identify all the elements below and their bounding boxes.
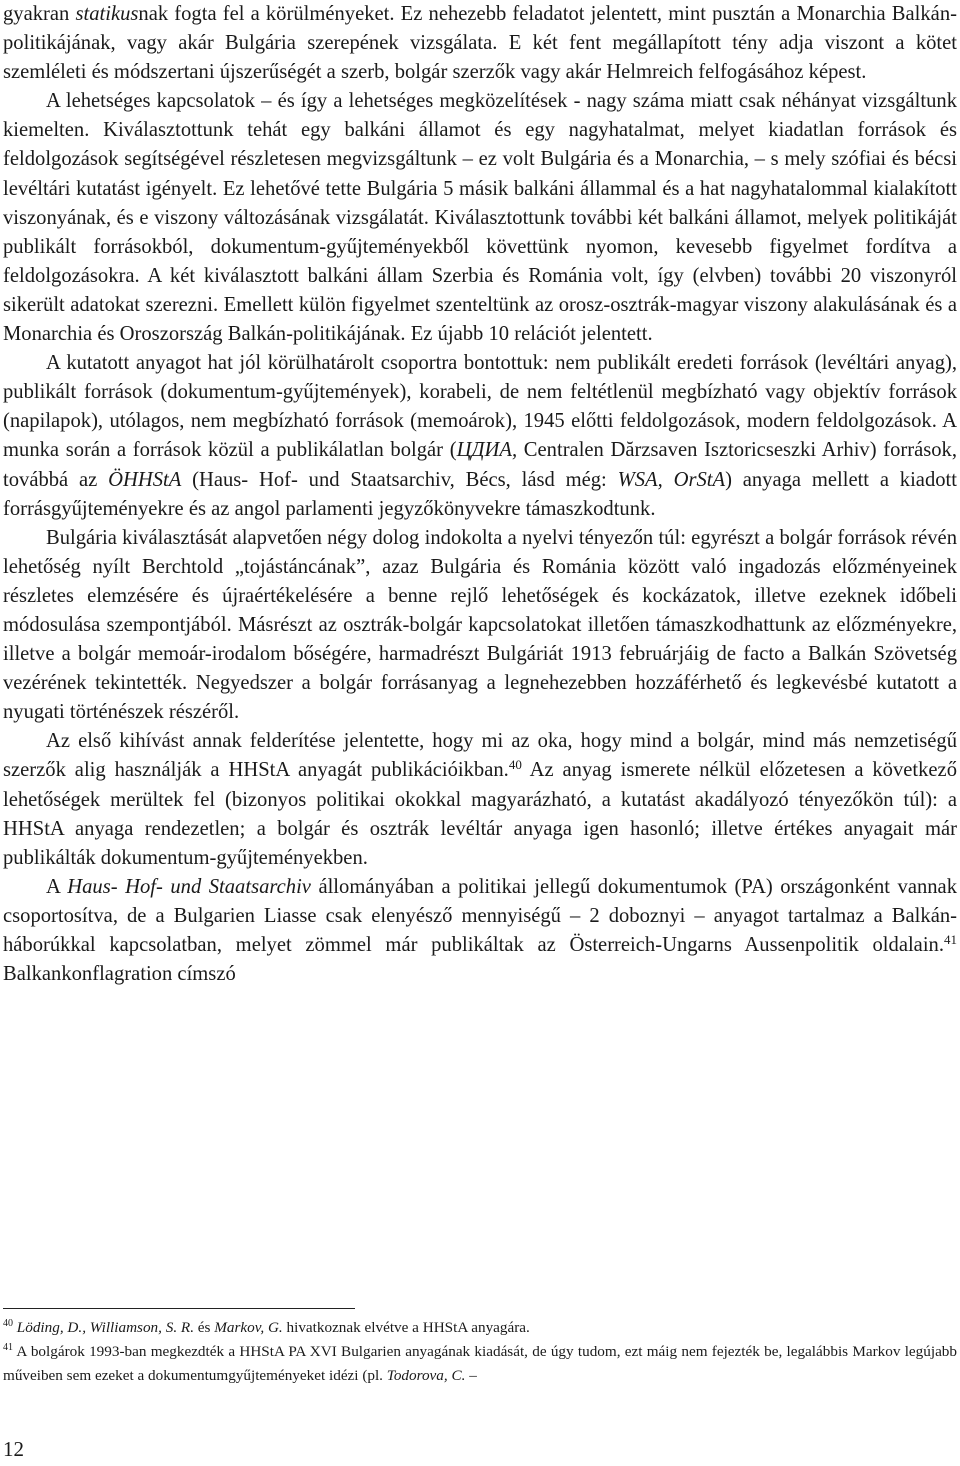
footnote-separator [3, 1308, 355, 1309]
text-run: és [194, 1319, 215, 1336]
body-text [3, 0, 957, 989]
text-run: Centralen Dărzsaven Isztoricseszki Arhiv) források, továbbá az [3, 439, 957, 491]
footnote-authors: Löding, D., Williamson, S. R. [16, 1319, 194, 1336]
text-run: A lehetséges kapcsolatok – és így a lehetséges megközelítések - nagy száma miatt csak néhányat vizsgáltunk kiemelten. Kiválasztottunk tehát egy balkáni államot és egy nagyhatalmat, melyet kiadatlan források és feldolgozások segítségével részletesen megvizsgáltunk – ez volt Bulgária és a Monarchia, – s mely szófiai és bécsi levéltári kutatást igényelt. Ez lehetővé tette Bulgária 5 másik balkáni állammal és a hat nagyhatalommal kialakított viszonyának, és e viszony változásának vizsgálatát. Kiválasztottunk további két balkáni államot, melyek politikáját publikált forrásokból, dokumentum-gyűjteményekből követtünk nyomon, kevesebb figyelmet fordítva a feldolgozásokra. A két kiválasztott balkáni állam Szerbia és Románia volt, így (elvben) további 20 viszonyról sikerült adatokat szerezni. Emellett külön figyelmet szenteltünk az orosz-osztrák-magyar viszony alakulásának és a Monarchia és Oroszország Balkán-politikájának. Ez újabb 10 relációt jelentett. [3, 90, 957, 346]
page-number: 12 [3, 1437, 24, 1461]
paragraph-1 [3, 0, 957, 87]
footnote-author: Todorova, C. [386, 1367, 466, 1384]
footnote-ref-40[interactable]: 40 [508, 757, 522, 773]
text-run: Bulgária kiválasztását alapvetően négy dolog indokolta a nyelvi tényezőn túl: egyrészt a bolgár források révén lehetőség nyílt Berchtold „tojástáncának”, azaz Bulgária és Románia között való ingadozás előzményeinek részletes elemzésére és újraértékelésére a benne rejlő lehetőségek és kockázatok, illetve ezeknek időbeli módosulása szempontjából. Másrészt az osztrák-bolgár kapcsolatokat illetően támaszkodhattunk az előzményekre, illetve a bolgár memoár-irodalom bőségére, harmadrészt Bulgáriát 1913 februárjáig de facto a Balkán Szövetség vezérének tekintették. Negyedszer a bolgár forrásanyag a legnehezebben hozzáférhető és legkevésbé kutatott a nyugati történészek részéről. [3, 526, 957, 724]
footnote-author: Markov, G. [214, 1319, 283, 1336]
footnote-40 [3, 1316, 957, 1340]
text-run: Az első kihívást annak felderítése jelentette, hogy mi az oka, hogy mind a bolgár, mind más nemzetiségű szerzők alig használják a HHStA anyagát publikációikban. [3, 730, 957, 782]
text-run: A [46, 875, 68, 898]
italic-abbrev: ЦДИА, [456, 439, 518, 462]
paragraph-5 [3, 727, 957, 872]
text-run: Az anyag ismerete nélkül előzetesen a következő lehetőségek merültek fel (bizonyos politikai okokkal magyarázható, a kutatást akadályozó tényezőkön túl): a HHStA anyaga rendezetlen; a bolgár és osztrák levéltár anyaga igen hasonló; illetve értékes anyagait már publikálták dokumentum-gyűjteményekben. [3, 759, 957, 869]
paragraph-4 [3, 524, 957, 728]
italic-term: statikus [75, 3, 139, 25]
footnote-number: 41 [3, 1342, 13, 1353]
paragraph-6 [3, 873, 957, 989]
footnotes [3, 1316, 957, 1388]
text-run: hivatkoznak elvétve a HHStA anyagára. [282, 1319, 530, 1336]
text-run: A kutatott anyagot hat jól körülhatárolt csoportra bontottuk: nem publikált eredeti források (levéltári anyag), publikált források (dokumentum-gyűjtemények), korabeli, de nem feltétlenül megbízható vagy objektív források (napilapok), utólagos, nem megbízható források (memoárok), 1945 előtti feldolgozások, modern feldolgozások. A munka során a források közül a publikálatlan bolgár ( [3, 352, 957, 462]
text-run: (Haus- Hof- und Staatsarchiv, Bécs, lásd még: [181, 468, 618, 491]
footnote-41 [3, 1340, 957, 1388]
text-run: állományában a politikai jellegű dokumentumok (PA) országonként vannak csoportosítva, de a Bulgarien Liasse csak elenyésző mennyiségű – 2 doboznyi – anyagot tartalmaz a Balkán-háborúkkal kapcsolatban, melyet zömmel már publikáltak az Österreich-Ungarns Aussenpolitik oldalain. [3, 875, 957, 956]
text-run: nak fogta fel a körülményeket. Ez nehezebb feladatot jelentett, mint pusztán a Monarchia Balkán-politikájának, vagy akár Bulgária szerepének vizsgálata. E két fent megállapított tény adja viszont a kötet szemléleti és módszertani újszerűségét a szerb, bolgár szerzők vagy akár Helmreich felfogásához képest. [3, 3, 957, 84]
italic-abbrev: WSA, OrStA [617, 468, 726, 491]
footnote-ref-41[interactable]: 41 [944, 932, 957, 947]
text-run: – [465, 1367, 477, 1384]
text-run: A bolgárok 1993-ban megkezdték a HHStA PA XVI Bulgarien anyagának kiadását, de úgy tudom, ezt máig nem fejezték be, legalábbis Markov legújabb műveiben sem ezeket a dokumentumgyűjteményeket idézi (pl. [3, 1343, 957, 1384]
paragraph-2 [3, 87, 957, 349]
text-run: gyakran [3, 3, 76, 25]
text-run: ) anyaga mellett a kiadott forrásgyűjteményekre és az angol parlamenti jegyzőkönyvekre támaszkodtunk. [3, 468, 957, 520]
italic-abbrev: ÖHHStA [108, 468, 182, 491]
footnote-number: 40 [3, 1318, 13, 1329]
text-run: Balkankonflagration címszó [3, 963, 236, 986]
italic-archive-name: Haus- Hof- und Staatsarchiv [67, 875, 311, 898]
paragraph-3 [3, 349, 957, 524]
